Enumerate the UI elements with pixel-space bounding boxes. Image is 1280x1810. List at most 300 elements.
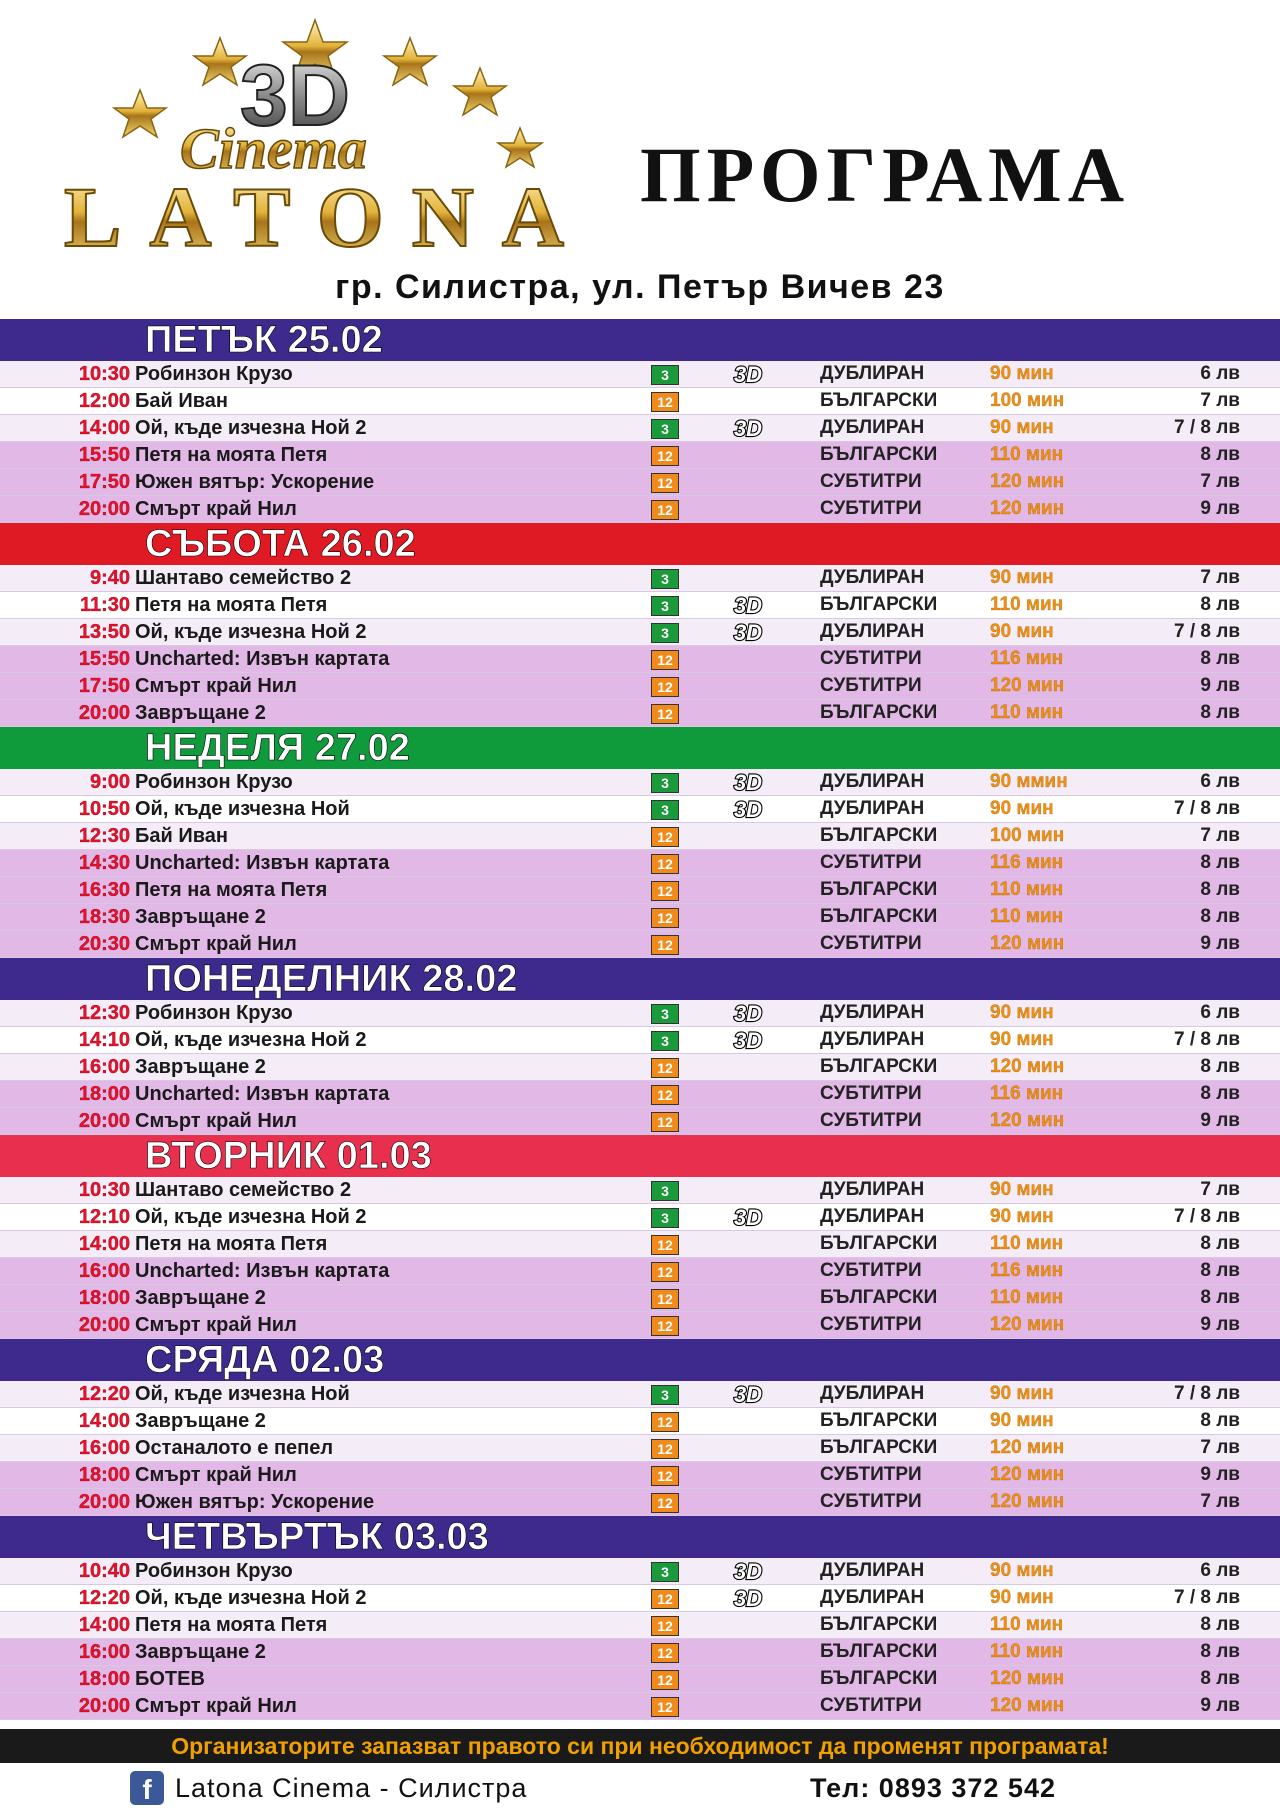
film-title: Смърт край Нил [135,498,297,520]
show-time: 20:00 [78,1491,130,1513]
language-type: БЪЛГАРСКИ [820,444,938,465]
duration: 90 мин [990,621,1054,642]
showtime-row [0,1585,1280,1612]
duration: 120 мин [990,1464,1065,1485]
duration: 110 мин [990,906,1064,927]
duration: 90 мин [990,417,1054,438]
duration: 110 мин [990,1233,1064,1254]
show-time: 14:00 [78,1233,130,1255]
duration: 120 мин [990,933,1065,954]
film-title: Робинзон Крузо [135,1560,293,1582]
ticket-price: 7 / 8 лв [1174,621,1240,642]
film-title: Останалото е пепел [135,1437,334,1459]
3d-badge-icon [708,1029,788,1051]
film-title: Ой, къде изчезна Ной 2 [135,1029,367,1051]
show-time: 18:00 [78,1287,130,1309]
duration: 90 мин [990,1383,1054,1404]
duration: 120 мин [990,1314,1065,1335]
age-rating-badge: 12 [651,704,679,724]
cinema-logo [60,10,580,260]
3d-badge-text: 3D [733,417,763,439]
age-rating-badge: 12 [651,1235,679,1255]
age-rating-badge: 3 [651,569,679,589]
film-title: Завръщане 2 [135,702,266,724]
language-type: СУБТИТРИ [820,1083,922,1104]
age-rating-badge: 3 [651,773,679,793]
showtime-row [0,442,1280,469]
film-title: БОТЕВ [135,1668,205,1690]
ticket-price: 8 лв [1200,1287,1240,1308]
show-time: 18:30 [78,906,130,928]
age-rating-badge: 12 [651,1085,679,1105]
3d-badge-text: 3D [733,1002,763,1024]
language-type: БЪЛГАРСКИ [820,1287,938,1308]
ticket-price: 6 лв [1200,363,1240,384]
age-rating-badge: 3 [651,1004,679,1024]
language-type: СУБТИТРИ [820,933,922,954]
age-rating-badge: 12 [651,1466,679,1486]
age-rating-badge: 12 [651,854,679,874]
header [0,0,1280,318]
film-title: Южен вятър: Ускорение [135,1491,375,1513]
ticket-price: 7 лв [1200,471,1240,492]
ticket-price: 7 лв [1200,825,1240,846]
showtime-row [0,1381,1280,1408]
showtime-row [0,850,1280,877]
language-type: ДУБЛИРАН [820,363,925,384]
film-title: Ой, къде изчезна Ной 2 [135,621,367,643]
schedule [0,319,1280,1720]
showtime-row [0,1693,1280,1720]
ticket-price: 9 лв [1200,498,1240,519]
show-time: 12:10 [78,1206,130,1228]
ticket-price: 7 лв [1200,390,1240,411]
film-title: Uncharted: Извън картата [135,648,390,670]
showtime-row [0,1312,1280,1339]
duration: 120 мин [990,1491,1065,1512]
age-rating-badge: 3 [651,623,679,643]
day-header [0,1339,1280,1381]
ticket-price: 6 лв [1200,1560,1240,1581]
show-time: 15:50 [78,444,130,466]
ticket-price: 9 лв [1200,1695,1240,1716]
duration: 90 ммин [990,771,1068,792]
show-time: 14:00 [78,417,130,439]
show-time: 11:30 [79,594,130,616]
logo-3d-text: 3D [240,48,350,144]
duration: 120 мин [990,1056,1065,1077]
day-label: СЪБОТА 26.02 [145,523,416,565]
ticket-price: 9 лв [1200,1314,1240,1335]
ticket-price: 8 лв [1200,648,1240,669]
showtime-row [0,1435,1280,1462]
film-title: Завръщане 2 [135,1056,266,1078]
showtime-row [0,1285,1280,1312]
ticket-price: 6 лв [1200,771,1240,792]
facebook-page-link[interactable]: Latona Cinema - Силистра [175,1773,528,1803]
duration: 116 мин [990,852,1064,873]
showtime-row [0,931,1280,958]
show-time: 12:20 [78,1383,130,1405]
language-type: СУБТИТРИ [820,471,922,492]
duration: 120 мин [990,471,1065,492]
language-type: СУБТИТРИ [820,1695,922,1716]
day-header [0,523,1280,565]
language-type: БЪЛГАРСКИ [820,594,938,615]
age-rating-badge: 12 [651,1616,679,1636]
ticket-price: 7 / 8 лв [1174,417,1240,438]
duration: 110 мин [990,879,1064,900]
show-time: 16:00 [78,1056,130,1078]
3d-badge-icon [708,771,788,793]
show-time: 9:00 [89,771,130,793]
show-time: 20:00 [78,702,130,724]
duration: 90 мин [990,1410,1054,1431]
showtime-row [0,1462,1280,1489]
language-type: СУБТИТРИ [820,498,922,519]
language-type: БЪЛГАРСКИ [820,1668,938,1689]
3d-badge-icon [708,798,788,820]
age-rating-badge: 12 [651,1412,679,1432]
show-time: 20:00 [78,1695,130,1717]
showtime-row [0,673,1280,700]
3d-badge-icon [708,417,788,439]
show-time: 20:00 [78,1314,130,1336]
day-block [0,1339,1280,1516]
ticket-price: 9 лв [1200,675,1240,696]
showtime-row [0,1558,1280,1585]
3d-badge-icon [708,363,788,385]
3d-badge-icon [708,1206,788,1228]
showtime-row [0,1666,1280,1693]
age-rating-badge: 12 [651,500,679,520]
film-title: Смърт край Нил [135,1314,297,1336]
ticket-price: 8 лв [1200,1083,1240,1104]
age-rating-badge: 12 [651,1289,679,1309]
showtime-row [0,796,1280,823]
film-title: Uncharted: Извън картата [135,852,390,874]
age-rating-badge: 12 [651,1589,679,1609]
showtime-row [0,1204,1280,1231]
language-type: СУБТИТРИ [820,852,922,873]
age-rating-badge: 12 [651,1697,679,1717]
show-time: 14:10 [78,1029,130,1051]
film-title: Ой, къде изчезна Ной 2 [135,1206,367,1228]
show-time: 10:50 [78,798,130,820]
film-title: Завръщане 2 [135,1287,266,1309]
duration: 116 мин [990,1083,1064,1104]
ticket-price: 8 лв [1200,1641,1240,1662]
showtime-row [0,1489,1280,1516]
film-title: Петя на моята Петя [135,594,328,616]
ticket-price: 9 лв [1200,1464,1240,1485]
show-time: 16:00 [78,1260,130,1282]
3d-badge-icon [708,1002,788,1024]
language-type: ДУБЛИРАН [820,1383,925,1404]
film-title: Шантаво семейство 2 [135,1179,352,1201]
ticket-price: 7 / 8 лв [1174,1206,1240,1227]
language-type: ДУБЛИРАН [820,1002,925,1023]
show-time: 14:00 [78,1614,130,1636]
show-time: 12:30 [78,825,130,847]
ticket-price: 8 лв [1200,594,1240,615]
film-title: Uncharted: Извън картата [135,1260,390,1282]
show-time: 12:00 [78,390,130,412]
day-block [0,319,1280,523]
day-label: СРЯДА 02.03 [145,1339,385,1381]
ticket-price: 9 лв [1200,1110,1240,1131]
ticket-price: 7 / 8 лв [1174,1029,1240,1050]
age-rating-badge: 12 [651,881,679,901]
language-type: ДУБЛИРАН [820,567,925,588]
phone-number: Тел: 0893 372 542 [810,1773,1056,1803]
age-rating-badge: 3 [651,596,679,616]
duration: 120 мин [990,1668,1065,1689]
film-title: Шантаво семейство 2 [135,567,352,589]
ticket-price: 7 лв [1200,567,1240,588]
language-type: ДУБЛИРАН [820,771,925,792]
day-block [0,727,1280,958]
day-block [0,1135,1280,1339]
3d-badge-text: 3D [733,621,763,643]
duration: 90 мин [990,363,1054,384]
logo-cinema-text: Cinema [180,116,367,181]
duration: 120 мин [990,675,1065,696]
showtime-row [0,769,1280,796]
duration: 110 мин [990,1614,1064,1635]
logo-latona-text: LATONA [64,169,564,260]
language-type: БЪЛГАРСКИ [820,702,938,723]
language-type: ДУБЛИРАН [820,1029,925,1050]
age-rating-badge: 12 [651,1670,679,1690]
ticket-price: 8 лв [1200,1410,1240,1431]
language-type: ДУБЛИРАН [820,417,925,438]
day-label: ПОНЕДЕЛНИК 28.02 [145,958,518,1000]
showtime-row [0,361,1280,388]
showtime-row [0,496,1280,523]
facebook-icon[interactable]: f [130,1771,164,1805]
age-rating-badge: 3 [651,1208,679,1228]
show-time: 12:20 [78,1587,130,1609]
3d-badge-icon [708,1587,788,1609]
3d-badge-text: 3D [733,1383,763,1405]
language-type: БЪЛГАРСКИ [820,1233,938,1254]
showtime-row [0,469,1280,496]
showtime-row [0,1177,1280,1204]
age-rating-badge: 3 [651,1385,679,1405]
duration: 116 мин [990,648,1064,669]
language-type: БЪЛГАРСКИ [820,879,938,900]
film-title: Завръщане 2 [135,1641,266,1663]
duration: 120 мин [990,498,1065,519]
duration: 120 мин [990,1437,1065,1458]
showtime-row [0,646,1280,673]
duration: 110 мин [990,1641,1064,1662]
duration: 110 мин [990,444,1064,465]
ticket-price: 7 лв [1200,1179,1240,1200]
show-time: 17:50 [78,675,130,697]
film-title: Петя на моята Петя [135,444,328,466]
age-rating-badge: 3 [651,1562,679,1582]
showtime-row [0,415,1280,442]
showtime-row [0,1027,1280,1054]
day-label: ПЕТЪК 25.02 [145,319,383,361]
ticket-price: 7 / 8 лв [1174,1383,1240,1404]
ticket-price: 7 / 8 лв [1174,1587,1240,1608]
showtime-row [0,904,1280,931]
show-time: 15:50 [78,648,130,670]
film-title: Петя на моята Петя [135,1233,328,1255]
3d-badge-text: 3D [733,363,763,385]
age-rating-badge: 12 [651,677,679,697]
duration: 100 мин [990,825,1065,846]
duration: 110 мин [990,594,1064,615]
language-type: ДУБЛИРАН [820,1560,925,1581]
ticket-price: 8 лв [1200,702,1240,723]
ticket-price: 7 / 8 лв [1174,798,1240,819]
3d-badge-icon [708,1383,788,1405]
language-type: СУБТИТРИ [820,675,922,696]
show-time: 10:30 [78,1179,130,1201]
language-type: БЪЛГАРСКИ [820,1410,938,1431]
duration: 90 мин [990,1029,1054,1050]
language-type: БЪЛГАРСКИ [820,1437,938,1458]
show-time: 10:40 [78,1560,130,1582]
day-header [0,727,1280,769]
showtime-row [0,388,1280,415]
day-label: ЧЕТВЪРТЪК 03.03 [145,1516,489,1558]
language-type: СУБТИТРИ [820,648,922,669]
film-title: Петя на моята Петя [135,879,328,901]
showtime-row [0,877,1280,904]
day-block [0,958,1280,1135]
film-title: Бай Иван [135,825,228,847]
show-time: 16:30 [78,879,130,901]
ticket-price: 8 лв [1200,1260,1240,1281]
day-label: НЕДЕЛЯ 27.02 [145,727,410,769]
language-type: ДУБЛИРАН [820,1587,925,1608]
showtime-row [0,565,1280,592]
age-rating-badge: 3 [651,365,679,385]
duration: 90 мин [990,1179,1054,1200]
duration: 110 мин [990,1287,1064,1308]
showtime-row [0,1000,1280,1027]
showtime-row [0,1108,1280,1135]
film-title: Петя на моята Петя [135,1614,328,1636]
ticket-price: 8 лв [1200,444,1240,465]
age-rating-badge: 3 [651,419,679,439]
language-type: ДУБЛИРАН [820,1206,925,1227]
ticket-price: 8 лв [1200,1233,1240,1254]
duration: 100 мин [990,390,1065,411]
day-header [0,958,1280,1000]
show-time: 12:30 [78,1002,130,1024]
language-type: СУБТИТРИ [820,1260,922,1281]
age-rating-badge: 12 [651,1643,679,1663]
ticket-price: 9 лв [1200,933,1240,954]
age-rating-badge: 3 [651,800,679,820]
showtime-row [0,823,1280,850]
ticket-price: 8 лв [1200,879,1240,900]
language-type: ДУБЛИРАН [820,798,925,819]
language-type: БЪЛГАРСКИ [820,1056,938,1077]
day-block [0,523,1280,727]
film-title: Робинзон Крузо [135,363,293,385]
film-title: Uncharted: Извън картата [135,1083,390,1105]
ticket-price: 7 лв [1200,1491,1240,1512]
duration: 90 мин [990,1560,1054,1581]
show-time: 14:30 [78,852,130,874]
language-type: СУБТИТРИ [820,1464,922,1485]
showtime-row [0,1612,1280,1639]
show-time: 14:00 [78,1410,130,1432]
showtime-row [0,619,1280,646]
film-title: Ой, къде изчезна Ной 2 [135,1587,367,1609]
day-block [0,1516,1280,1720]
duration: 90 мин [990,798,1054,819]
ticket-price: 6 лв [1200,1002,1240,1023]
film-title: Смърт край Нил [135,1110,297,1132]
duration: 116 мин [990,1260,1064,1281]
age-rating-badge: 12 [651,1112,679,1132]
language-type: ДУБЛИРАН [820,621,925,642]
duration: 90 мин [990,1002,1054,1023]
ticket-price: 8 лв [1200,1614,1240,1635]
film-title: Смърт край Нил [135,675,297,697]
show-time: 18:00 [78,1464,130,1486]
duration: 110 мин [990,702,1064,723]
film-title: Бай Иван [135,390,228,412]
showtime-row [0,700,1280,727]
show-time: 20:30 [78,933,130,955]
film-title: Робинзон Крузо [135,1002,293,1024]
film-title: Смърт край Нил [135,1464,297,1486]
film-title: Ой, къде изчезна Ной [135,1383,350,1405]
language-type: БЪЛГАРСКИ [820,906,938,927]
showtime-row [0,592,1280,619]
age-rating-badge: 12 [651,1316,679,1336]
film-title: Ой, къде изчезна Ной 2 [135,417,367,439]
3d-badge-icon [708,621,788,643]
day-header [0,319,1280,361]
film-title: Завръщане 2 [135,1410,266,1432]
ticket-price: 8 лв [1200,852,1240,873]
3d-badge-text: 3D [733,1206,763,1228]
language-type: БЪЛГАРСКИ [820,390,938,411]
ticket-price: 7 лв [1200,1437,1240,1458]
ticket-price: 8 лв [1200,1668,1240,1689]
age-rating-badge: 3 [651,1181,679,1201]
day-label: ВТОРНИК 01.03 [145,1135,432,1177]
3d-badge-icon [708,594,788,616]
duration: 120 мин [990,1110,1065,1131]
show-time: 18:00 [78,1668,130,1690]
film-title: Ой, къде изчезна Ной [135,798,350,820]
show-time: 13:50 [78,621,130,643]
film-title: Южен вятър: Ускорение [135,471,375,493]
show-time: 18:00 [78,1083,130,1105]
age-rating-badge: 12 [651,1262,679,1282]
showtime-row [0,1258,1280,1285]
duration: 90 мин [990,1206,1054,1227]
showtime-row [0,1054,1280,1081]
language-type: ДУБЛИРАН [820,1179,925,1200]
age-rating-badge: 12 [651,1439,679,1459]
language-type: СУБТИТРИ [820,1110,922,1131]
film-title: Завръщане 2 [135,906,266,928]
film-title: Смърт край Нил [135,933,297,955]
age-rating-badge: 12 [651,1058,679,1078]
